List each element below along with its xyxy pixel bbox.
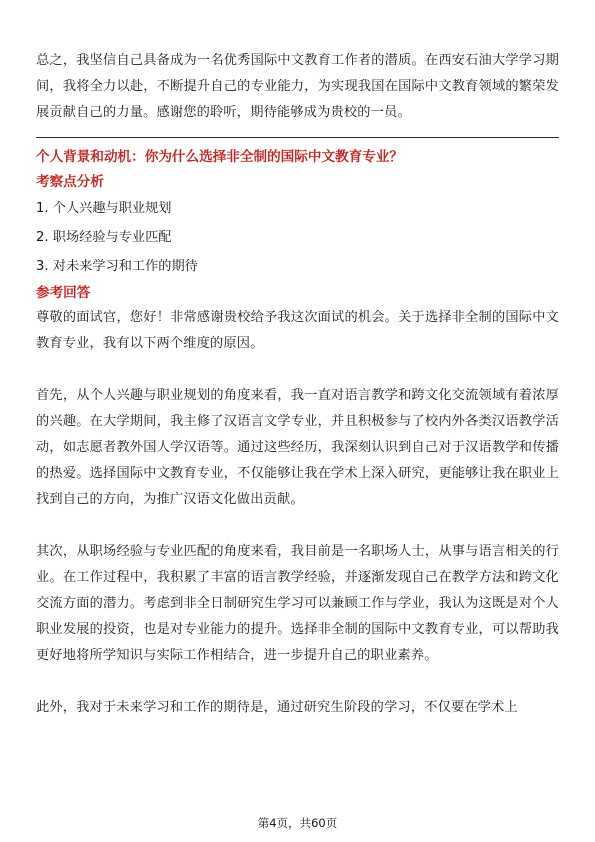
question-heading: 个人背景和动机：你为什么选择非全制的国际中文教育专业？	[36, 149, 404, 165]
answer-paragraph: 尊敬的面试官，您好！非常感谢贵校给予我这次面试的机会。关于选择非全制的国际中文教育专业，我有以下两个维度的原因。	[36, 310, 559, 351]
section-divider	[36, 137, 559, 138]
paragraph-gap	[36, 669, 559, 695]
analysis-points	[36, 194, 559, 281]
analysis-point: 3. 对未来学习和工作的期待	[36, 259, 198, 274]
intro-paragraph: 总之，我坚信自己具备成为一名优秀国际中文教育工作者的潜质。在西安石油大学学习期间，我将全力以赴，不断提升自己的专业能力，为实现我国在国际中文教育领域的繁荣发展贡献自己的力量。感谢您的聆听，期待能够成为贵校的一员。	[36, 53, 559, 120]
page-content	[36, 48, 559, 721]
answer-paragraph: 此外，我对于未来学习和工作的期待是，通过研究生阶段的学习，不仅要在学术上	[36, 700, 518, 715]
analysis-point: 1. 个人兴趣与职业规划	[36, 201, 172, 216]
analysis-point: 2. 职场经验与专业匹配	[36, 230, 172, 245]
answer-paragraph: 其次，从职场经验与专业匹配的角度来看，我目前是一名职场人士，从事与语言相关的行业。在工作过程中，我积累了丰富的语言教学经验，并逐渐发现自己在教学方法和跨文化交流方面的潜力。考虑到非全日制研究生学习可以兼顾工作与学业，我认为这既是对个人职业发展的投资，也是对专业能力的提升。选择非全制的国际中文教育专业，可以帮助我更好地将所学知识与实际工作相结合，进一步提升自己的职业素养。	[36, 544, 559, 663]
answer-paragraph: 首先，从个人兴趣与职业规划的角度来看，我一直对语言教学和跨文化交流领域有着浓厚的兴趣。在大学期间，我主修了汉语言文学专业，并且积极参与了校内外各类汉语教学活动，如志愿者教外国人学汉语等。通过这些经历，我深刻认识到自己对于汉语教学和传播的热爱。选择国际中文教育专业，不仅能够让我在学术上深入研究，更能够让我在职业上找到自己的方向，为推广汉语文化做出贡献。	[36, 388, 559, 507]
page-number-footer: 第4页，共60页	[257, 816, 338, 830]
paragraph-gap	[36, 513, 559, 539]
paragraph-gap	[36, 357, 559, 383]
answer-heading: 参考回答	[36, 285, 91, 301]
analysis-heading: 考察点分析	[36, 174, 104, 190]
